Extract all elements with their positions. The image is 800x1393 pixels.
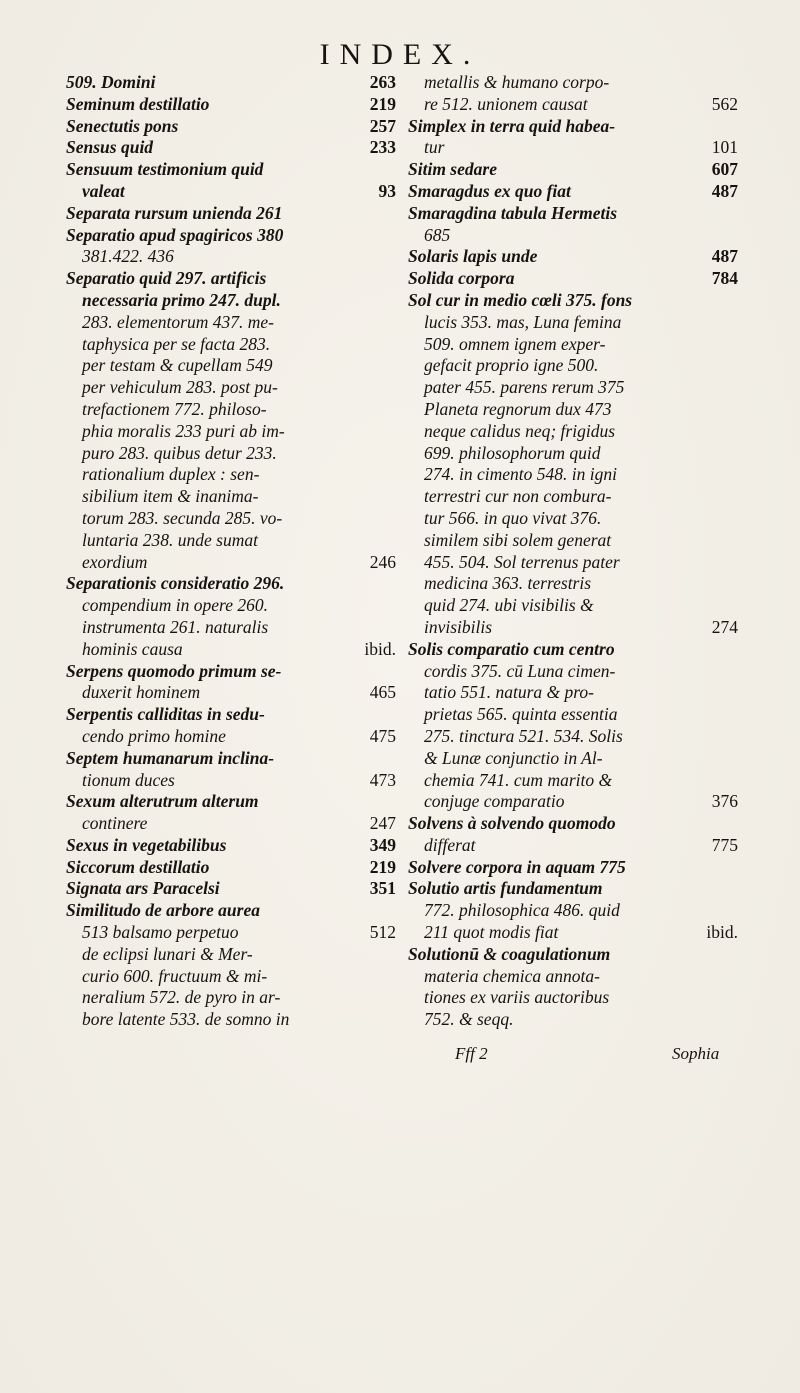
right-index-line <box>408 377 738 399</box>
entry-text: 381.422. 436 <box>82 246 174 267</box>
right-index-line <box>408 334 738 356</box>
right-index-line <box>408 552 738 574</box>
right-index-line <box>408 268 738 290</box>
right-index-line <box>408 835 738 857</box>
left-index-line <box>66 508 396 530</box>
entry-text: Sitim sedare <box>408 159 497 180</box>
entry-text: invisibilis <box>424 616 493 637</box>
right-index-line <box>408 203 738 225</box>
left-index-line <box>66 900 396 922</box>
right-index-line <box>408 443 738 465</box>
entry-text: re 512. unionem causat <box>424 93 588 114</box>
entry-text: similem sibi solem generat <box>424 529 612 550</box>
entry-text: terrestri cur non combura- <box>424 486 612 507</box>
left-index-line <box>66 355 396 377</box>
entry-text: curio 600. fructuum & mi- <box>82 965 268 986</box>
entry-text: sibilium item & inanima- <box>82 486 259 507</box>
left-index-line <box>66 94 396 116</box>
entry-text: Septem humanarum inclina- <box>66 747 275 768</box>
right-index-line <box>408 704 738 726</box>
entry-text: bore latente 533. de somno in <box>82 1009 290 1030</box>
entry-text: Seminum destillatio <box>66 93 210 114</box>
entry-text: 752. & seqq. <box>424 1009 514 1030</box>
entry-text: Solvens à solvendo quomodo <box>408 813 616 834</box>
entry-text: lucis 353. mas, Luna femina <box>424 311 622 332</box>
entry-text: necessaria primo 247. dupl. <box>82 289 281 310</box>
left-index-line <box>66 1009 396 1031</box>
entry-text: puro 283. quibus detur 233. <box>82 442 277 463</box>
page-number: 475 <box>369 725 396 746</box>
left-index-line <box>66 791 396 813</box>
right-index-line <box>408 116 738 138</box>
right-index-line <box>408 987 738 1009</box>
right-index-line <box>408 486 738 508</box>
right-index-line <box>408 944 738 966</box>
entry-text: materia chemica annota- <box>424 965 600 986</box>
left-index-line <box>66 464 396 486</box>
right-index-line <box>408 464 738 486</box>
entry-text: neque calidus neq; frigidus <box>424 420 616 441</box>
left-index-line <box>66 159 396 181</box>
entry-text: Siccorum destillatio <box>66 856 210 877</box>
page-number: 219 <box>369 856 396 877</box>
page-number: 775 <box>711 834 738 855</box>
left-index-line <box>66 573 396 595</box>
right-index-line <box>408 748 738 770</box>
page-number: 512 <box>369 922 396 943</box>
entry-text: Solutio artis fundamentum <box>408 878 603 899</box>
right-index-line <box>408 661 738 683</box>
page-number: 562 <box>711 93 738 114</box>
page-number: 376 <box>711 791 738 812</box>
page-number: 219 <box>369 93 396 114</box>
entry-text: & Lunæ conjunctio in Al- <box>424 747 603 768</box>
entry-text: 685 <box>424 224 451 245</box>
footer-catchword: Sophia <box>672 1044 720 1063</box>
entry-text: 211 quot modis fiat <box>424 922 559 943</box>
entry-text: Sensuum testimonium quid <box>66 159 264 180</box>
entry-text: exordium <box>82 551 148 572</box>
right-index-line <box>408 639 738 661</box>
right-index-line <box>408 181 738 203</box>
right-index-line <box>408 508 738 530</box>
entry-text: Simplex in terra quid habea- <box>408 115 616 136</box>
right-index-line <box>408 399 738 421</box>
right-index-line <box>408 617 738 639</box>
entry-text: cendo primo homine <box>82 725 226 746</box>
left-index-line <box>66 639 396 661</box>
right-index-line <box>408 878 738 900</box>
right-column <box>408 72 738 1031</box>
left-index-line <box>66 748 396 770</box>
page-number: ibid. <box>706 922 738 943</box>
entry-text: metallis & humano corpo- <box>424 72 610 92</box>
entry-text: Serpens quomodo primum se- <box>66 660 282 681</box>
entry-text: phia moralis 233 puri ab im- <box>82 420 285 441</box>
entry-text: 509. omnem ignem exper- <box>424 333 606 354</box>
entry-text: tionum duces <box>82 769 175 790</box>
right-index-line <box>408 1009 738 1031</box>
entry-text: chemia 741. cum marito & <box>424 769 613 790</box>
page-number: 233 <box>369 137 396 158</box>
right-index-line <box>408 421 738 443</box>
entry-text: 513 balsamo perpetuo <box>82 922 239 943</box>
page-number: 247 <box>369 813 396 834</box>
left-index-line <box>66 944 396 966</box>
right-index-line <box>408 857 738 879</box>
left-index-line <box>66 966 396 988</box>
entry-text: 274. in cimento 548. in igni <box>424 464 617 485</box>
left-index-line <box>66 552 396 574</box>
right-index-line <box>408 530 738 552</box>
entry-text: 509. Domini <box>66 72 156 92</box>
left-index-line <box>66 661 396 683</box>
page-number: 246 <box>369 551 396 572</box>
entry-text: Solida corpora <box>408 268 515 289</box>
entry-text: Separatio apud spagiricos 380 <box>66 224 284 245</box>
entry-text: Sexum alterutrum alterum <box>66 791 259 812</box>
left-index-line <box>66 813 396 835</box>
entry-text: 275. tinctura 521. 534. Solis <box>424 725 623 746</box>
entry-text: per testam & cupellam 549 <box>82 355 273 376</box>
entry-text: valeat <box>82 180 125 201</box>
right-index-line <box>408 770 738 792</box>
right-index-line <box>408 966 738 988</box>
left-index-line <box>66 399 396 421</box>
left-index-line <box>66 857 396 879</box>
right-index-line <box>408 682 738 704</box>
page-number: 473 <box>369 769 396 790</box>
page-number: 263 <box>369 72 396 92</box>
left-column <box>66 72 396 1031</box>
entry-text: Separationis consideratio 296. <box>66 573 285 594</box>
left-index-line <box>66 137 396 159</box>
page-number: 607 <box>711 159 738 180</box>
entry-text: Separata rursum unienda 261 <box>66 202 283 223</box>
entry-text: hominis causa <box>82 638 183 659</box>
left-index-line <box>66 987 396 1009</box>
entry-text: Sensus quid <box>66 137 154 158</box>
entry-text: 699. philosophorum quid <box>424 442 601 463</box>
entry-text: gefacit proprio igne 500. <box>424 355 599 376</box>
right-index-line <box>408 900 738 922</box>
right-index-line <box>408 791 738 813</box>
entry-text: Sol cur in medio cœli 375. fons <box>408 289 633 310</box>
entry-text: Similitudo de arbore aurea <box>66 900 260 921</box>
entry-text: torum 283. secunda 285. vo- <box>82 507 283 528</box>
entry-text: Solvere corpora in aquam 775 <box>408 856 626 877</box>
left-index-line <box>66 922 396 944</box>
left-index-line <box>66 443 396 465</box>
entry-text: conjuge comparatio <box>424 791 565 812</box>
right-index-line <box>408 94 738 116</box>
page-number: ibid. <box>364 638 396 659</box>
right-index-line <box>408 595 738 617</box>
entry-text: instrumenta 261. naturalis <box>82 616 269 637</box>
entry-text: tur 566. in quo vivat 376. <box>424 507 602 528</box>
entry-text: Serpentis calliditas in sedu- <box>66 704 265 725</box>
right-index-line <box>408 355 738 377</box>
left-index-line <box>66 878 396 900</box>
left-index-line <box>66 726 396 748</box>
entry-text: neralium 572. de pyro in ar- <box>82 987 281 1008</box>
entry-text: differat <box>424 834 476 855</box>
entry-text: pater 455. parens rerum 375 <box>424 377 625 398</box>
entry-text: Senectutis pons <box>66 115 179 136</box>
left-index-line <box>66 377 396 399</box>
entry-text: duxerit hominem <box>82 682 201 703</box>
entry-text: medicina 363. terrestris <box>424 573 592 594</box>
left-index-line <box>66 486 396 508</box>
left-index-line <box>66 203 396 225</box>
right-index-line <box>408 225 738 247</box>
left-index-line <box>66 770 396 792</box>
left-index-line <box>66 421 396 443</box>
entry-text: 772. philosophica 486. quid <box>424 900 620 921</box>
left-index-line <box>66 617 396 639</box>
right-index-line <box>408 813 738 835</box>
right-index-line <box>408 312 738 334</box>
left-index-line <box>66 704 396 726</box>
right-index-line <box>408 137 738 159</box>
entry-text: Solis comparatio cum centro <box>408 638 615 659</box>
entry-text: quid 274. ubi visibilis & <box>424 595 594 616</box>
footer-signature: Fff 2 <box>455 1044 488 1063</box>
entry-text: Planeta regnorum dux 473 <box>424 398 612 419</box>
entry-text: Sexus in vegetabilibus <box>66 834 227 855</box>
entry-text: tiones ex variis auctoribus <box>424 987 610 1008</box>
page-number: 274 <box>711 616 738 637</box>
page-number: 257 <box>369 115 396 136</box>
entry-text: 283. elementorum 437. me- <box>82 311 274 332</box>
entry-text: cordis 375. cū Luna cimen- <box>424 660 616 681</box>
page-number: 784 <box>711 268 738 289</box>
left-index-line <box>66 290 396 312</box>
right-index-line <box>408 246 738 268</box>
page-number: 465 <box>369 682 396 703</box>
entry-text: Signata ars Paracelsi <box>66 878 220 899</box>
left-index-line <box>66 682 396 704</box>
entry-text: Smaragdina tabula Hermetis <box>408 202 618 223</box>
right-index-line <box>408 573 738 595</box>
entry-text: luntaria 238. unde sumat <box>82 529 258 550</box>
entry-text: 455. 504. Sol terrenus pater <box>424 551 620 572</box>
left-index-line <box>66 268 396 290</box>
left-index-line <box>66 334 396 356</box>
page-number: 93 <box>378 180 396 201</box>
entry-text: Separatio quid 297. artificis <box>66 268 267 289</box>
left-index-line <box>66 116 396 138</box>
left-index-line <box>66 72 396 94</box>
left-index-line <box>66 181 396 203</box>
entry-text: continere <box>82 813 148 834</box>
right-index-line <box>408 922 738 944</box>
entry-text: Solaris lapis unde <box>408 246 538 267</box>
right-index-line <box>408 159 738 181</box>
left-index-line <box>66 530 396 552</box>
entry-text: de eclipsi lunari & Mer- <box>82 943 253 964</box>
entry-text: per vehiculum 283. post pu- <box>82 377 278 398</box>
entry-text: Smaragdus ex quo fiat <box>408 180 571 201</box>
left-index-line <box>66 225 396 247</box>
entry-text: prietas 565. quinta essentia <box>424 704 618 725</box>
entry-text: compendium in opere 260. <box>82 595 268 616</box>
entry-text: taphysica per se facta 283. <box>82 333 271 354</box>
page-number: 101 <box>711 137 738 158</box>
right-index-line <box>408 726 738 748</box>
page-number: 349 <box>369 834 396 855</box>
page-header: INDEX. <box>319 38 481 71</box>
page-number: 351 <box>369 878 396 899</box>
right-index-line <box>408 72 738 94</box>
left-index-line <box>66 246 396 268</box>
left-index-line <box>66 312 396 334</box>
entry-text: rationalium duplex : sen- <box>82 464 260 485</box>
page-number: 487 <box>711 246 738 267</box>
entry-text: tur <box>424 137 445 158</box>
page-number: 487 <box>711 180 738 201</box>
entry-text: Solutionū & coagulationum <box>408 943 611 964</box>
right-index-line <box>408 290 738 312</box>
entry-text: trefactionem 772. philoso- <box>82 398 267 419</box>
left-index-line <box>66 595 396 617</box>
left-index-line <box>66 835 396 857</box>
entry-text: tatio 551. natura & pro- <box>424 682 594 703</box>
